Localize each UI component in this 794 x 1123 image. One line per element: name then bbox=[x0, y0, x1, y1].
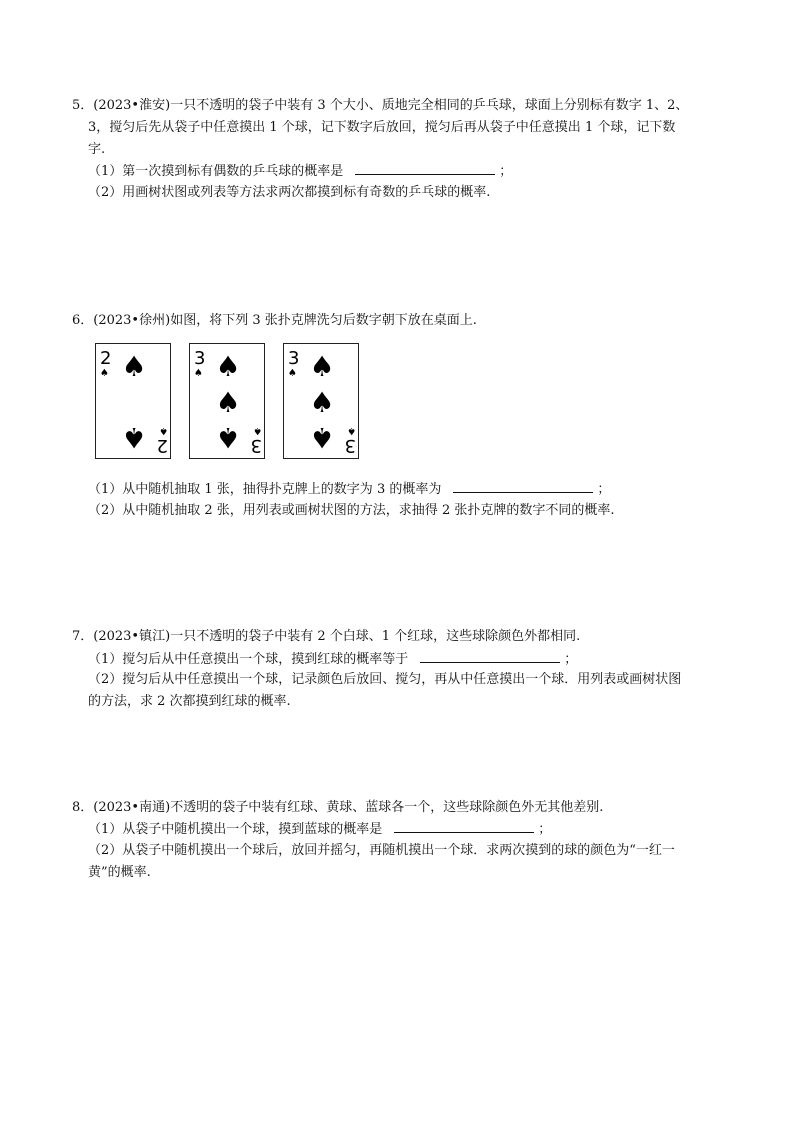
card-rank: 3 bbox=[250, 435, 262, 456]
spade-icon: ♠ bbox=[309, 350, 335, 383]
card-rank: 3 bbox=[194, 348, 206, 369]
question-source: (2023•淮安) bbox=[93, 98, 171, 113]
spade-icon: ♠ bbox=[215, 386, 241, 419]
question-5-stem-line-2: 3，搅匀后先从袋子中任意摸出 1 个球，记下数字后放回，搅匀后再从袋子中任意摸出 1 个球，记下数 bbox=[88, 120, 676, 135]
question-text: 如图，将下列 3 张扑克牌洗匀后数字朝下放在桌面上. bbox=[170, 313, 477, 328]
question-6-part-1 bbox=[88, 480, 610, 499]
card-suit-small: ♠ bbox=[100, 368, 109, 379]
question-5-stem-line-1 bbox=[72, 97, 688, 115]
card-rank: 2 bbox=[100, 348, 112, 369]
playing-card-3-of-spades bbox=[283, 343, 359, 459]
part-text: （1）搅匀后从中任意摸出一个球，摸到红球的概率等于 bbox=[88, 652, 409, 667]
answer-blank[interactable] bbox=[453, 480, 593, 493]
question-7-stem-line-1 bbox=[72, 628, 580, 646]
card-rank: 3 bbox=[344, 435, 356, 456]
card-suit-small: ♠ bbox=[347, 425, 356, 436]
spade-icon: ♠ bbox=[121, 350, 147, 383]
card-suit-small: ♠ bbox=[288, 368, 297, 379]
spade-icon: ♠ bbox=[309, 386, 335, 419]
playing-card-3-of-spades bbox=[189, 343, 265, 459]
part-end: ； bbox=[597, 482, 611, 497]
question-6-part-2: （2）从中随机抽取 2 张，用列表或画树状图的方法，求抽得 2 张扑克牌的数字不同的概率. bbox=[88, 503, 615, 518]
part-end: ； bbox=[564, 652, 578, 667]
question-text: 一只不透明的袋子中装有 2 个白球、1 个红球，这些球除颜色外都相同. bbox=[170, 629, 581, 644]
question-text: 一只不透明的袋子中装有 3 个大小、质地完全相同的乒乓球，球面上分别标有数字 1、2、 bbox=[170, 98, 689, 113]
spade-icon: ♠ bbox=[215, 350, 241, 383]
question-5-part-1 bbox=[88, 162, 512, 181]
question-8-stem-line-1 bbox=[72, 799, 603, 817]
card-suit-small: ♠ bbox=[253, 425, 262, 436]
part-end: ； bbox=[499, 164, 513, 179]
question-7-part-1 bbox=[88, 650, 577, 669]
spade-icon: ♠ bbox=[309, 421, 335, 454]
question-8-part-2-line-2: 黄”的概率. bbox=[88, 865, 151, 880]
part-text: （1）从袋子中随机摸出一个球，摸到蓝球的概率是 bbox=[88, 822, 383, 837]
part-text: （1）从中随机抽取 1 张，抽得扑克牌上的数字为 3 的概率为 bbox=[88, 482, 442, 497]
question-number: 6． bbox=[72, 313, 94, 328]
question-6-stem-line-1 bbox=[72, 312, 477, 330]
answer-blank[interactable] bbox=[355, 162, 495, 175]
question-5-stem-line-3: 字. bbox=[88, 142, 106, 157]
question-8-part-2-line-1: （2）从袋子中随机摸出一个球后，放回并摇匀，再随机摸出一个球．求两次摸到的球的颜色为“一红一 bbox=[88, 843, 675, 858]
playing-card-2-of-spades bbox=[95, 343, 171, 459]
card-rank: 2 bbox=[156, 435, 168, 456]
spade-icon: ♠ bbox=[215, 421, 241, 454]
question-7-part-2-line-2: 的方法，求 2 次都摸到红球的概率. bbox=[88, 694, 291, 709]
card-rank: 3 bbox=[288, 348, 300, 369]
question-source: (2023•徐州) bbox=[93, 313, 171, 328]
card-suit-small: ♠ bbox=[159, 425, 168, 436]
question-text: 不透明的袋子中装有红球、黄球、蓝球各一个，这些球除颜色外无其他差别. bbox=[170, 800, 604, 815]
part-end: ； bbox=[538, 822, 552, 837]
question-source: (2023•南通) bbox=[93, 800, 171, 815]
answer-blank[interactable] bbox=[394, 820, 534, 833]
question-source: (2023•镇江) bbox=[93, 629, 171, 644]
question-number: 7． bbox=[72, 629, 94, 644]
question-number: 8． bbox=[72, 800, 94, 815]
question-number: 5． bbox=[72, 98, 94, 113]
question-8-part-1 bbox=[88, 820, 551, 839]
part-text: （1）第一次摸到标有偶数的乒乓球的概率是 bbox=[88, 164, 344, 179]
question-7-part-2-line-1: （2）搅匀后从中任意摸出一个球，记录颜色后放回、搅匀，再从中任意摸出一个球．用列表或画树状图 bbox=[88, 672, 682, 687]
card-suit-small: ♠ bbox=[194, 368, 203, 379]
spade-icon: ♠ bbox=[121, 421, 147, 454]
question-5-part-2: （2）用画树状图或列表等方法求两次都摸到标有奇数的乒乓球的概率. bbox=[88, 185, 491, 200]
answer-blank[interactable] bbox=[420, 650, 560, 663]
